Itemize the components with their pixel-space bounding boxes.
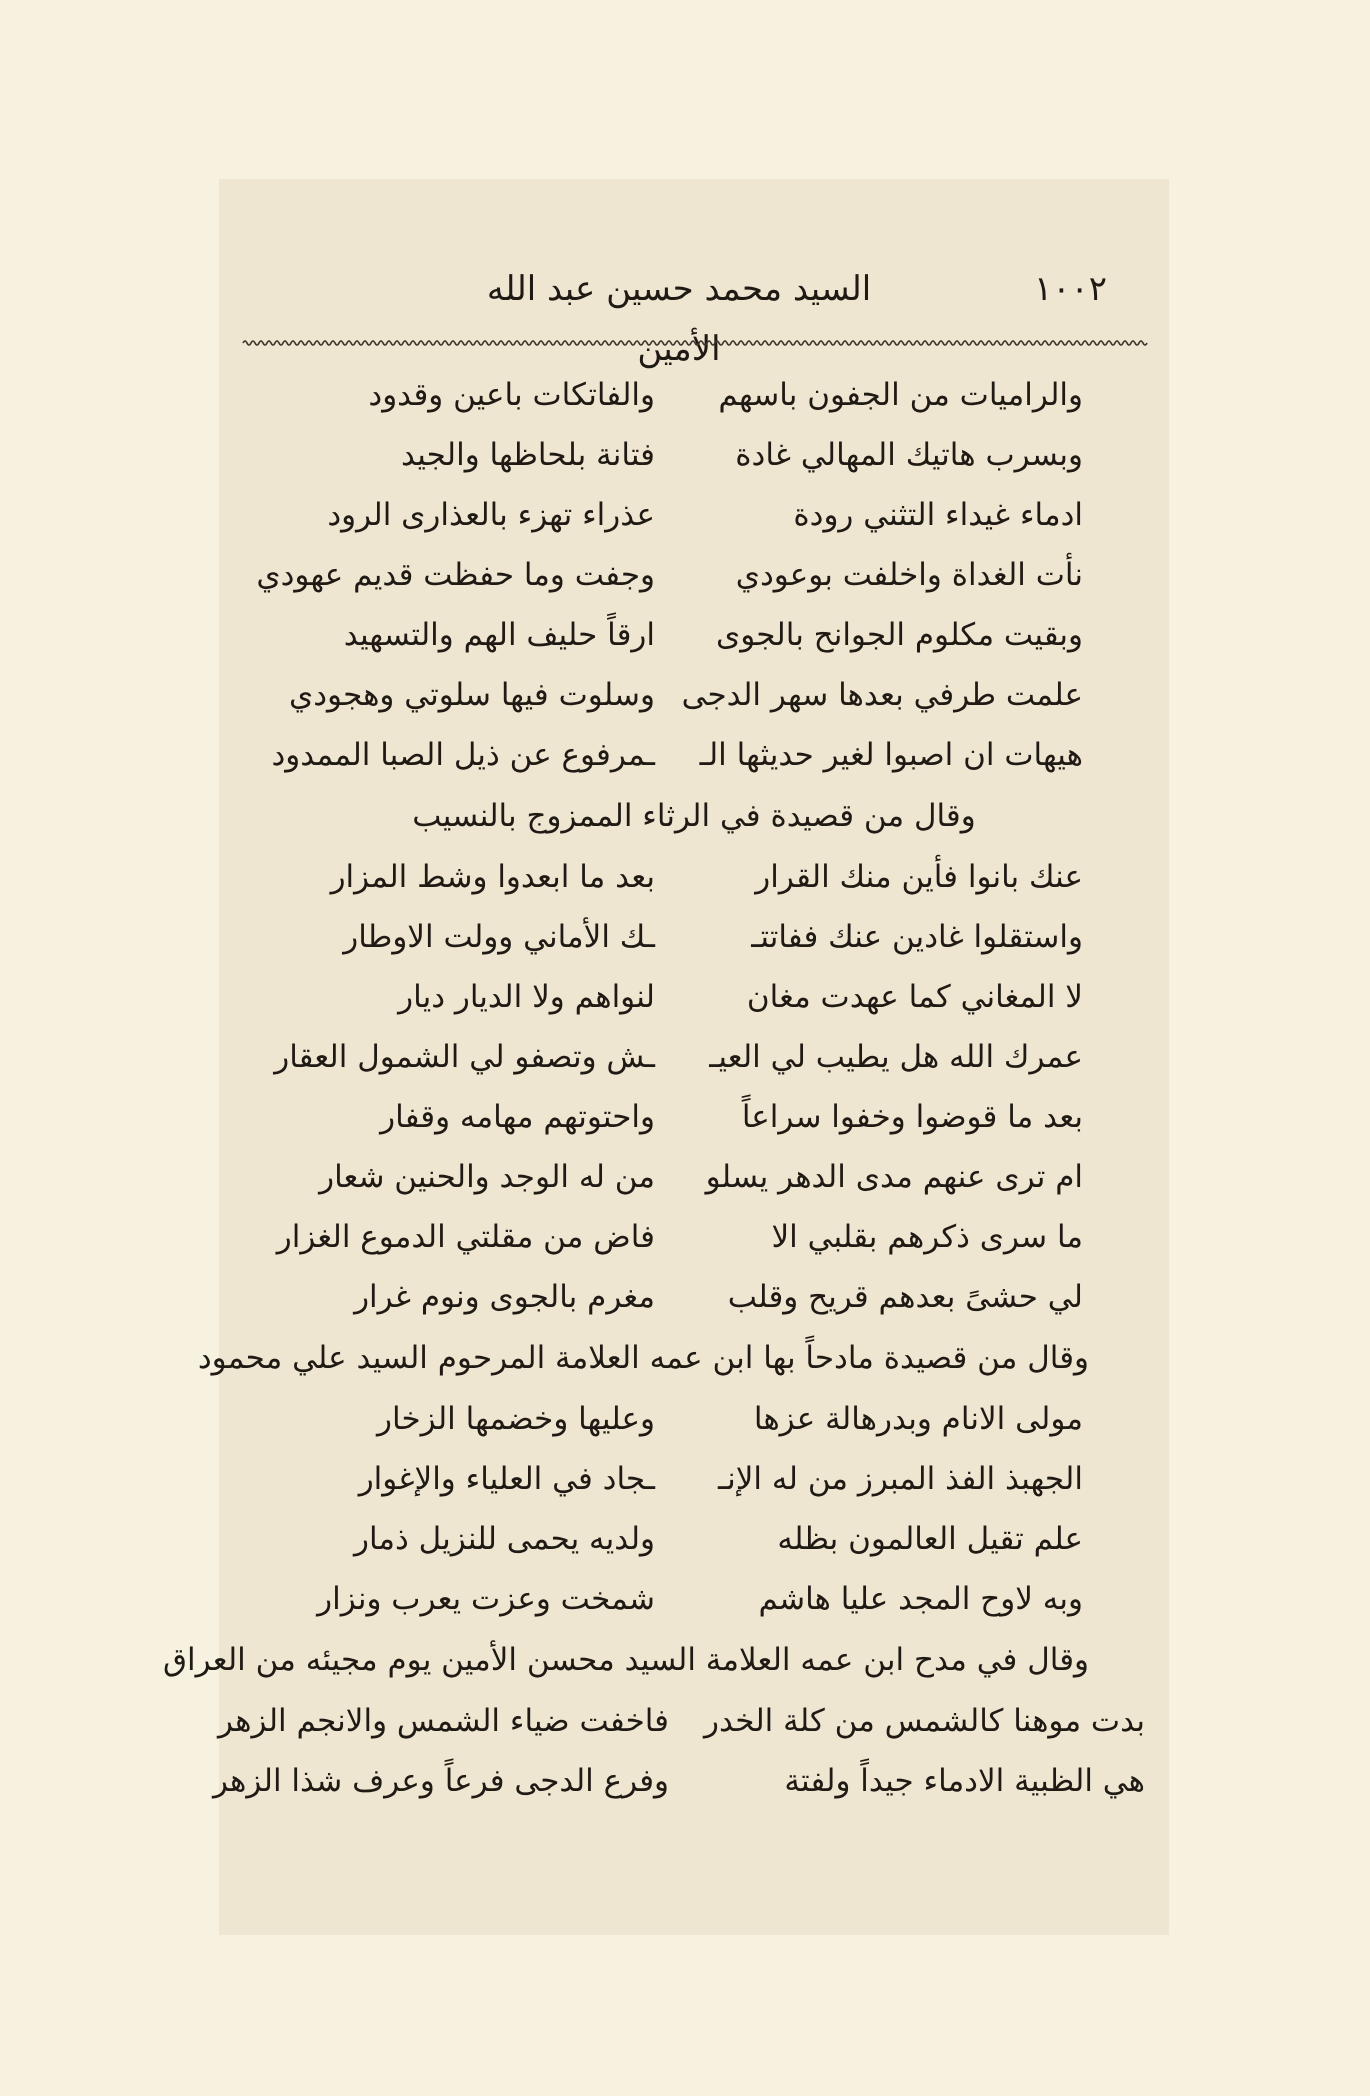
second-hemistich: بعد ما ابعدوا وشط المزار	[330, 859, 655, 895]
second-hemistich: وعليها وخضمها الزخار	[377, 1401, 655, 1437]
first-hemistich: ما سرى ذكرهم بقلبي الا	[771, 1219, 1083, 1255]
second-hemistich: من له الوجد والحنين شعار	[319, 1159, 655, 1195]
second-hemistich: فتانة بلحاظها والجيد	[401, 437, 655, 473]
first-hemistich: لا المغاني كما عهدت مغان	[746, 979, 1083, 1015]
wavy-rule	[243, 339, 1145, 347]
first-hemistich: علم تقيل العالمون بظله	[777, 1521, 1083, 1557]
verse	[219, 485, 1169, 545]
second-hemistich: ـك الأماني وولت الاوطار	[343, 919, 655, 955]
verse	[219, 725, 1169, 785]
verse	[219, 365, 1169, 425]
second-hemistich: فاخفت ضياء الشمس والانجم الزهر	[218, 1703, 669, 1739]
poem-intro: وقال من قصيدة مادحاً بها ابن عمه العلامة المرحوم السيد علي محمود	[197, 1340, 1089, 1376]
verse	[219, 1509, 1169, 1569]
first-hemistich: والراميات من الجفون باسهم	[718, 377, 1083, 413]
first-hemistich: علمت طرفي بعدها سهر الدجى	[681, 677, 1083, 713]
verse	[219, 847, 1169, 907]
second-hemistich: وفرع الدجى فرعاً وعرف شذا الزهر	[212, 1763, 669, 1799]
verse	[219, 1207, 1169, 1267]
first-hemistich: عنك بانوا فأين منك القرار	[755, 859, 1083, 895]
page-header	[219, 259, 1169, 369]
first-hemistich: ادماء غيداء التثني رودة	[793, 497, 1083, 533]
first-hemistich: مولى الانام وبدرهالة عزها	[753, 1401, 1083, 1437]
second-hemistich: لنواهم ولا الديار ديار	[398, 979, 655, 1015]
verse	[219, 1389, 1169, 1449]
verse	[219, 967, 1169, 1027]
first-hemistich: لي حشىً بعدهم قريح وقلب	[727, 1279, 1083, 1315]
verse	[219, 1449, 1169, 1509]
second-hemistich: مغرم بالجوى ونوم غرار	[354, 1279, 655, 1315]
second-hemistich: وجفت وما حفظت قديم عهودي	[256, 557, 655, 593]
verse	[219, 1569, 1169, 1629]
first-hemistich: نأت الغداة واخلفت بوعودي	[735, 557, 1083, 593]
verse	[219, 1267, 1169, 1327]
poem-intro: وقال في مدح ابن عمه العلامة السيد محسن الأمين يوم مجيئه من العراق	[163, 1642, 1089, 1678]
poem-intro: وقال من قصيدة في الرثاء الممزوج بالنسيب	[412, 798, 976, 834]
verse	[219, 1087, 1169, 1147]
verse	[219, 545, 1169, 605]
verse	[219, 605, 1169, 665]
verse	[219, 1027, 1169, 1087]
first-hemistich: هيهات ان اصبوا لغير حديثها الـ	[699, 737, 1083, 773]
second-hemistich: فاض من مقلتي الدموع الغزار	[276, 1219, 655, 1255]
second-hemistich: والفاتكات باعين وقدود	[368, 377, 655, 413]
verse	[212, 1751, 1169, 1811]
verse	[219, 907, 1169, 967]
first-hemistich: عمرك الله هل يطيب لي العيـ	[709, 1039, 1083, 1075]
verse	[219, 665, 1169, 725]
second-hemistich: ولديه يحمى للنزيل ذمار	[354, 1521, 655, 1557]
verse	[219, 425, 1169, 485]
first-hemistich: بعد ما قوضوا وخفوا سراعاً	[741, 1099, 1083, 1135]
first-hemistich: وبقيت مكلوم الجوانح بالجوى	[716, 617, 1083, 653]
page-number: ١٠٠٢	[1033, 269, 1107, 309]
verse	[219, 1691, 1169, 1751]
running-head: السيد محمد حسين عبد الله الأمين	[486, 269, 872, 369]
second-hemistich: ـجاد في العلياء والإغوار	[358, 1461, 655, 1497]
second-hemistich: شمخت وعزت يعرب ونزار	[317, 1581, 655, 1617]
second-hemistich: ـش وتصفو لي الشمول العقار	[274, 1039, 655, 1075]
first-hemistich: هي الظبية الادماء جيداً ولفتة	[784, 1763, 1145, 1799]
verse	[219, 1147, 1169, 1207]
second-hemistich: عذراء تهزء بالعذارى الرود	[327, 497, 655, 533]
first-hemistich: بدت موهنا كالشمس من كلة الخدر	[703, 1703, 1145, 1739]
second-hemistich: ـمرفوع عن ذيل الصبا الممدود	[271, 737, 655, 773]
first-hemistich: ام ترى عنهم مدى الدهر يسلو	[705, 1159, 1083, 1195]
first-hemistich: وبسرب هاتيك المهالي غادة	[735, 437, 1083, 473]
second-hemistich: وسلوت فيها سلوتي وهجودي	[288, 677, 655, 713]
first-hemistich: واستقلوا غادين عنك ففاتتـ	[751, 919, 1083, 955]
first-hemistich: الجهبذ الفذ المبرز من له الإنـ	[718, 1461, 1083, 1497]
second-hemistich: واحتوتهم مهامه وقفار	[380, 1099, 655, 1135]
book-page	[163, 179, 1169, 1935]
first-hemistich: وبه لاوح المجد عليا هاشم	[758, 1581, 1083, 1617]
second-hemistich: ارقاً حليف الهم والتسهيد	[343, 617, 655, 653]
